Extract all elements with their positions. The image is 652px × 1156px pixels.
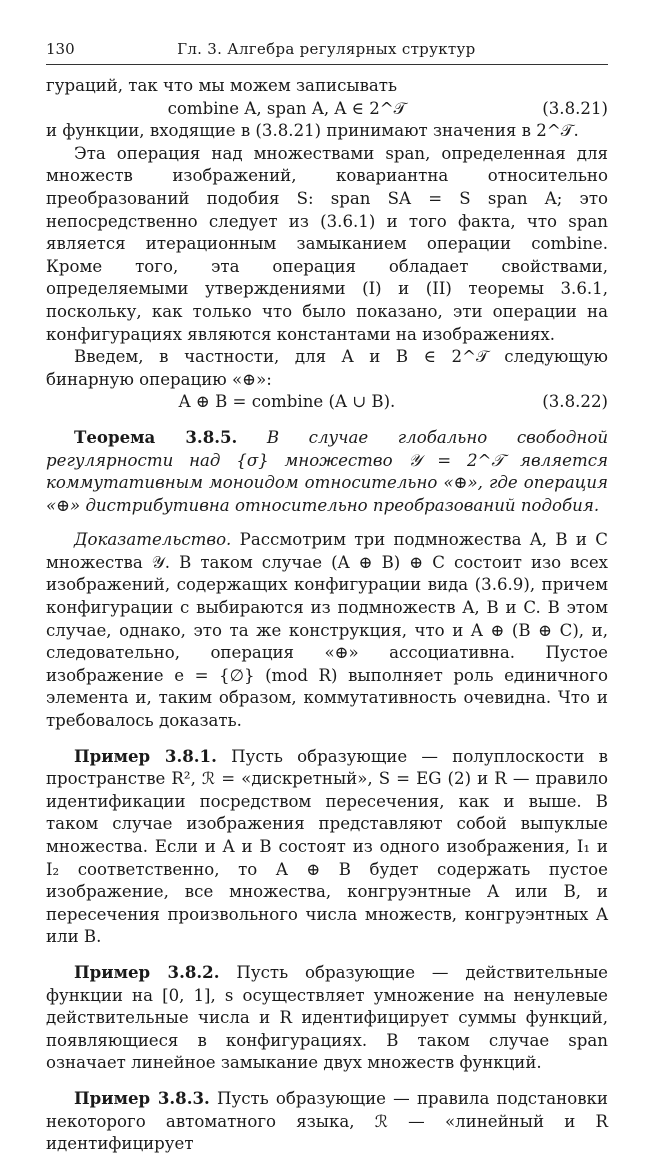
proof-text: Рассмотрим три подмножества A, B и C множества 𝒴. В таком случае (A ⊕ B) ⊕ C состоит изо всех изображений, содержащих конфигурации вида (3.6.9), причем конфигурации c выбираются из подмножеств A, B и C. В этом случае, однако, это та же конструкция, что и A ⊕ (B ⊕ C), и, следовательно, операция «⊕» ассоциативна. Пустое изображение e = {∅} (mod R) выполняет роль единичного элемента и, таким образом, коммутативность очевидна. Что и требовалось доказать. xyxy=(46,530,608,731)
paragraph: Эта операция над множествами span, определенная для множеств изображений, ковариантна относительно преобразований подобия S: span SA = S span A; это непосредственно следует из (3.6.1) и того факта, что span является итерационным замыканием операции combine. Кроме того, эта операция обладает свойствами, определяемыми утверждениями (I) и (II) теоремы 3.6.1, поскольку, как только что было показано, эти операции на конфигурациях являются константами на изображениях. xyxy=(46,143,608,344)
equation-formula: combine A, span A, A ∈ 2^𝒯 xyxy=(167,98,407,118)
example-text: Пусть образующие — действительные функции на [0, 1], s осуществляет умножение на ненулевые действительные числа и R идентифицирует суммы функций, появляющиеся в конфигурациях. В таком случае span означает линейное замыкание двух множеств функций. xyxy=(46,962,609,1073)
proof xyxy=(46,529,608,732)
page-number: 130 xyxy=(46,40,75,58)
chapter-title: Гл. 3. Алгебра регулярных структур xyxy=(177,40,476,58)
equation-number: (3.8.22) xyxy=(542,392,608,412)
equation-number: (3.8.21) xyxy=(542,98,608,118)
equation-3-8-22 xyxy=(46,391,608,414)
paragraph-continuation: гураций, так что мы можем записывать xyxy=(46,76,398,95)
example-3-8-2 xyxy=(46,961,608,1075)
paragraph: и функции, входящие в (3.8.21) принимают значения в 2^𝒯. xyxy=(46,121,579,141)
theorem-3-8-5 xyxy=(46,426,608,517)
example-text: Пусть образующие — полуплоскости в пространстве R², ℛ = «дискретный», S = EG (2) и R — правило идентификации посредством пересечения, как и выше. В таком случае изображения представляют собой выпуклые множества. Если и A и B состоят из одного изображения, I₁ и I₂ соответственно, то A ⊕ B будет содержать пустое изображение, все множества, конгруэнтные A или B, и пересечения произвольного числа множеств, конгруэнтных A или B. xyxy=(46,746,608,947)
equation-3-8-21 xyxy=(46,98,608,121)
page-body xyxy=(46,75,608,1156)
example-label: Пример 3.8.3. xyxy=(74,1087,210,1108)
example-3-8-3 xyxy=(46,1087,608,1156)
example-text: Пусть образующие — правила подстановки некоторого автоматного языка, ℛ — «линейный и R идентифицирует xyxy=(46,1088,608,1154)
example-label: Пример 3.8.1. xyxy=(74,745,217,766)
running-header xyxy=(46,40,608,65)
equation-formula: A ⊕ B = combine (A ∪ B). xyxy=(178,392,396,412)
example-3-8-1 xyxy=(46,745,608,949)
theorem-text: В случае глобально свободной регулярности над {σ} множество 𝒴 = 2^𝒯 является коммутативным моноидом относительно «⊕», где операция «⊕» дистрибутивна относительно преобразований подобия. xyxy=(46,427,608,515)
proof-label: Доказательство. xyxy=(74,530,232,550)
theorem-label: Теорема 3.8.5. xyxy=(74,426,238,447)
paragraph: Введем, в частности, для A и B ∈ 2^𝒯 следующую бинарную операцию «⊕»: xyxy=(46,347,608,389)
book-page xyxy=(46,40,608,1156)
example-label: Пример 3.8.2. xyxy=(74,961,220,982)
